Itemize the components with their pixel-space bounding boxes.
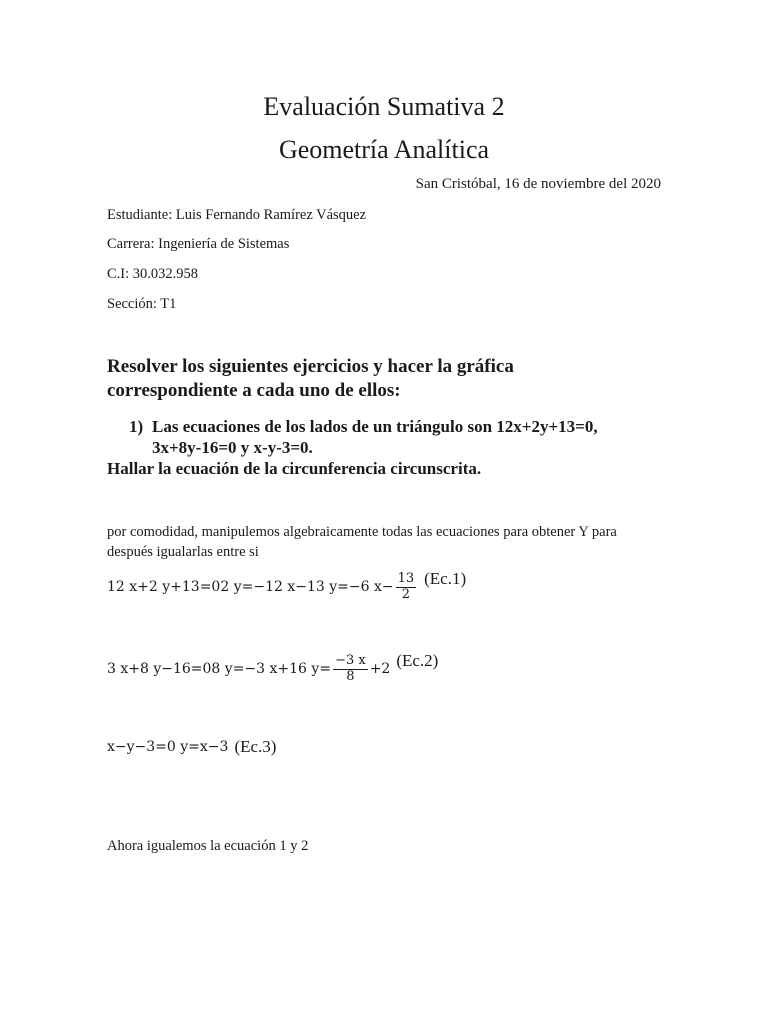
equation-1-denominator: 2 xyxy=(401,586,410,602)
student-career: Carrera: Ingeniería de Sistemas xyxy=(107,236,290,252)
equation-2-label: (Ec.2) xyxy=(396,651,439,671)
equation-3 xyxy=(107,737,276,757)
document-subtitle: Geometría Analítica xyxy=(278,135,490,164)
student-section: Sección: T1 xyxy=(107,296,177,312)
equation-2-numerator: −3 x xyxy=(335,653,366,668)
problem-line-1: Las ecuaciones de los lados de un triángulo son 12x+2y+13=0, xyxy=(152,417,598,436)
next-step-text: Ahora igualemos la ecuación 1 y 2 xyxy=(107,838,309,854)
student-name: Estudiante: Luis Fernando Ramírez Vásquez xyxy=(107,207,367,223)
equation-2-fraction xyxy=(333,654,368,685)
student-id: C.I: 30.032.958 xyxy=(107,266,199,282)
equation-1-numerator: 13 xyxy=(397,571,415,586)
document-title: Evaluación Sumativa 2 xyxy=(263,92,505,121)
equation-1 xyxy=(107,569,467,603)
document-date: San Cristóbal, 16 de noviembre del 2020 xyxy=(415,176,661,192)
equation-2-denominator: 8 xyxy=(346,668,355,684)
equation-1-label: (Ec.1) xyxy=(424,569,467,589)
equation-3-label: (Ec.3) xyxy=(234,737,277,756)
equation-3-expression: x−y−3=0 y=x−3 xyxy=(107,739,229,755)
instructions-line-2: correspondiente a cada uno de ellos: xyxy=(107,380,401,401)
note-line-2: después igualarlas entre si xyxy=(107,544,259,560)
problem-line-2: 3x+8y-16=0 y x-y-3=0. xyxy=(152,438,313,457)
instructions-line-1: Resolver los siguientes ejercicios y hacer la gráfica xyxy=(107,356,514,377)
equation-1-expression: 12 x+2 y+13=02 y=−12 x−13 y=−6 x− xyxy=(107,579,394,596)
problem-number: 1) xyxy=(129,417,144,436)
equation-2-tail: +2 xyxy=(369,661,391,678)
equation-2-expression: 3 x+8 y−16=08 y=−3 x+16 y= xyxy=(107,661,332,678)
equation-1-fraction xyxy=(396,572,417,603)
note-line-1: por comodidad, manipulemos algebraicamente todas las ecuaciones para obtener Y para xyxy=(107,524,617,540)
problem-line-3: Hallar la ecuación de la circunferencia circunscrita. xyxy=(107,459,482,478)
equation-2 xyxy=(107,651,439,685)
